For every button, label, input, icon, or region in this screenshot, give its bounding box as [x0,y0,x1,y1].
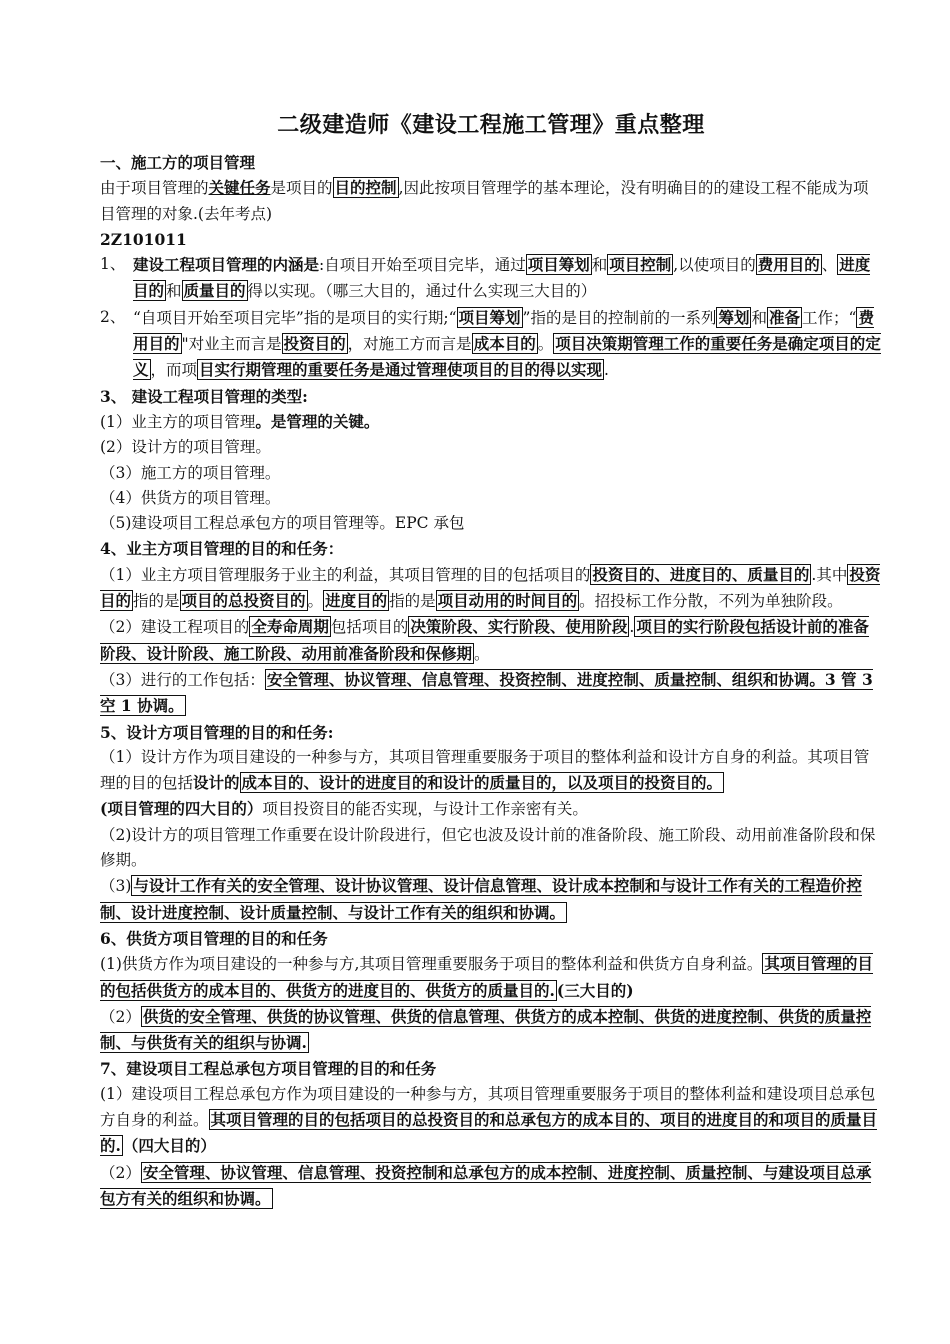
paragraph-designer-tasks: （3) 与设计工作有关的安全管理、设计协议管理、设计信息管理、设计成本控制和与设计工作有关的工程造价控制、设计进度控制、设计质量控制、与设计工作有关的组织和协调。 [100,876,862,922]
document-title: 二级建造师《建设工程施工管理》重点整理 [277,112,705,138]
section-code: 2Z101011 [100,229,187,249]
list-line-owner: (1）业主方的项目管理。是管理的关键。 [100,411,380,431]
paragraph-owner-tasks: （3）进行的工作包括： 安全管理、协议管理、信息管理、投资控制、进度控制、质量控制、组织和协调。3 管 3 空 1 协调。 [100,669,873,716]
section-heading-4: 4、业主方项目管理的目的和任务： [100,539,344,559]
section-heading-5: 5、设计方项目管理的目的和任务: [100,722,334,742]
paragraph-designer-goals: （1）设计方作为项目建设的一种参与方，其项目管理重要服务于项目的整体利益和设计方自身的利益。其项目管理的目的包括设计的 成本目的、设计的进度目的和设计的质量目的，以及项目的投资目的。(项目管理的四大目的）项目投资目的能否实现，与设计工作亲密有关。 [100,747,870,819]
paragraph-epc-goals: (1）建设项目工程总承包方作为项目建设的一种参与方，其项目管理重要服务于项目的整体利益和建设项目总承包方自身的利益。 其项目管理的目的包括项目的总投资目的和总承包方的成本目的、项目的进度目的和项目的质量目的. （四大目的） [100,1084,878,1156]
section-heading-1: 一、施工方的项目管理 [100,153,256,172]
paragraph-epc-tasks: （2） 安全管理、协议管理、信息管理、投资控制和总承包方的成本控制、进度控制、质量控制、与建设项目总承包方有关的组织和协调。 [100,1162,872,1208]
paragraph-lifecycle: （2）建设工程项目的 全寿命周期 包括项目的 决策阶段、实行阶段、使用阶段 . 项目的实行阶段包括设计前的准备阶段、设计阶段、施工阶段、动用前准备阶段和保修期 。 [100,617,869,663]
paragraph-supplier-goals: (1)供货方作为项目建设的一种参与方,其项目管理重要服务于项目的整体利益和供货方自身利益。 其项目管理的目的包括供货方的成本目的、供货方的进度目的、供货方的质量目的. (三大目的) [100,954,873,1000]
section-heading-7: 7、建设项目工程总承包方项目管理的目的和任务 [100,1059,437,1079]
paragraph-supplier-tasks: （2） 供货的安全管理、供货的协议管理、供货的信息管理、供货方的成本控制、供货的进度控制、供货的质量控制、与供货有关的组织与协调. [100,1006,872,1053]
section-heading-6: 6、供货方项目管理的目的和任务 [100,928,328,948]
list-line-epc: （5)建设项目工程总承包方的项目管理等。EPC 承包 [100,514,465,533]
paragraph-owner-goals: （1）业主方项目管理服务于业主的利益，其项目管理的目的包括项目的 投资目的、进度目的、质量目的 .其中 投资目的 指的是 项目的总投资目的 。 进度目的 指的是 项目动用的时间目的 。招投标工作分散，不列为单独阶段。 [100,564,881,611]
document-body [100,150,882,1212]
section-heading-3: 3、 建设工程项目管理的类型: [100,386,308,406]
paragraph-key-task: 由于项目管理的关键任务是项目的 目的控制 ,因此按项目管理学的基本理论，没有明确目的的建设工程不能成为项目管理的对象.(去年考点) [100,178,869,223]
list-item-2: 2、 “自项目开始至项目完毕”指的是项目的实行期;“ 项目筹划 ”指的是目的控制前的一系列 筹划 和 准备 工作；“ 费用目的 "对业主而言是 投资目的 ，对施工方而言是 成本目的 。 项目决策期管理工作的重要任务是确定项目的定义 ，而项 目实行期管理的重要任务是通过管理使项目的目的得以实现 . [100,307,881,380]
list-item-1: 1、 建设工程项目管理的内涵是:自项目开始至项目完毕，通过 项目筹划 和 项目控制 ,以使项目的 费用目的 、 进度目的 和 质量目的 得以实现。（哪三大目的，通过什么实现三大目的） [100,255,871,301]
list-line-supplier: （4）供货方的项目管理。 [100,488,281,507]
paragraph-designer-phases: （2)设计方的项目管理工作重要在设计阶段进行，但它也波及设计前的准备阶段、施工阶段、动用前准备阶段和保修期。 [100,825,876,870]
list-line-contractor: （3）施工方的项目管理。 [100,463,281,482]
list-line-designer: (2）设计方的项目管理。 [100,438,271,457]
